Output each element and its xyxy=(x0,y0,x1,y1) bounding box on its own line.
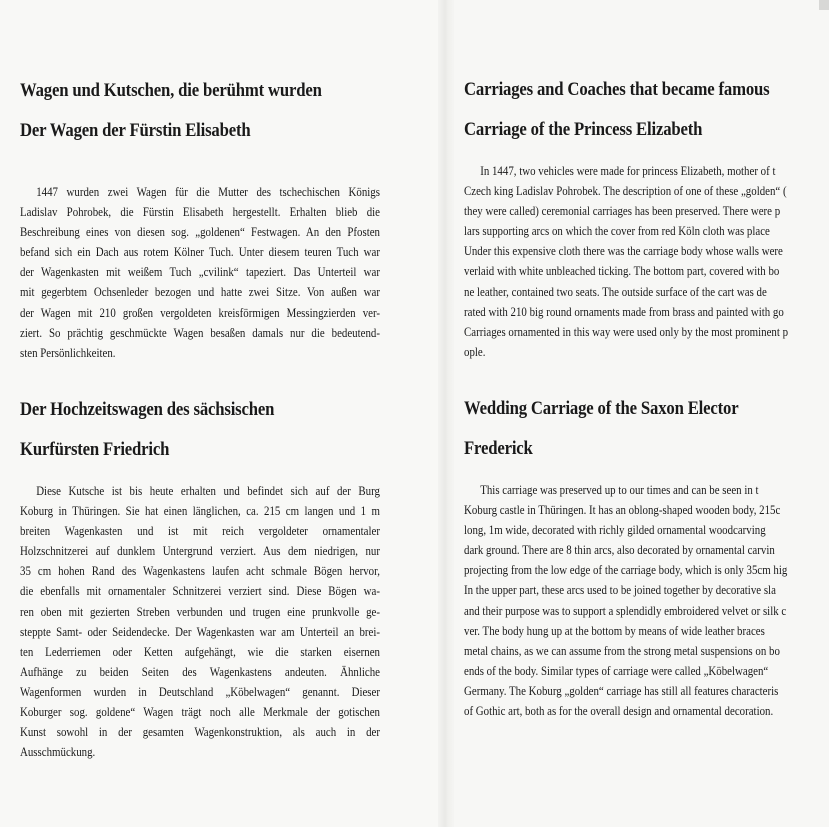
paragraph-line: 35 cm hohen Rand des Wagenkastens laufen acht schmale Bögen hervor, xyxy=(20,564,380,579)
paragraph-line: and their purpose was to support a splendidly embroidered velvet or silk c xyxy=(464,603,787,618)
english-paragraph-wedding-carriage xyxy=(464,480,829,721)
german-princess-elisabeth-heading: Der Wagen der Fürstin Elisabeth xyxy=(20,120,251,141)
paragraph-line: ren oben mit gezierten Streben verbunden und trugen eine prunkvolle ge- xyxy=(20,604,380,619)
german-wedding-carriage-heading-line1: Der Hochzeitswagen des sächsischen xyxy=(20,399,275,420)
paragraph-line: long, 1m wide, decorated with richly gilded ornamental woodcarving xyxy=(464,523,766,538)
paragraph-line: der Wagenkasten mit weißem Tuch „cvilink“ tapeziert. Das Unterteil war xyxy=(20,265,380,280)
paragraph-line: Koburg castle in Thüringen. It has an oblong-shaped wooden body, 215c xyxy=(464,503,781,518)
paragraph-line: Carriages ornamented in this way were used only by the most prominent p xyxy=(464,324,789,339)
paragraph-line: Koburg in Thüringen. Sie hat einen länglichen, ca. 215 cm langen und 1 m xyxy=(20,504,380,519)
paragraph-line: they were called) ceremonial carriages has been preserved. There were p xyxy=(464,204,781,219)
page-corner xyxy=(819,0,829,10)
paragraph-line: Czech king Ladislav Pohrobek. The description of one of these „golden“ ( xyxy=(464,184,787,199)
german-paragraph-elisabeth xyxy=(20,182,380,363)
paragraph-line: metal chains, as we can assume from the strong metal suspensions on bo xyxy=(464,643,780,658)
paragraph-line: befand sich ein Dach aus rotem Kölner Tuch. Unter diesem teuren Tuch war xyxy=(20,245,380,260)
paragraph-line: of Gothic art, both as for the overall design and ornamental decoration. xyxy=(464,704,774,719)
english-wedding-carriage-heading-line1: Wedding Carriage of the Saxon Elector xyxy=(464,398,739,419)
book-gutter xyxy=(438,0,454,827)
paragraph-line: die ebenfalls mit ornamentaler Schnitzerei verziert sind. Diese Bögen wa- xyxy=(20,584,380,599)
paragraph-line: ople. xyxy=(464,344,486,359)
paragraph-line: Diese Kutsche ist bis heute erhalten und befindet sich auf der Burg xyxy=(36,484,380,498)
german-section-title: Wagen und Kutschen, die berühmt wurden xyxy=(20,80,322,101)
paragraph-line: Holzschnitzerei auf dunklem Untergrund verziert. Aus dem niedrigen, nur xyxy=(20,544,380,559)
english-page xyxy=(454,0,829,827)
paragraph-line: Koburger sog. goldene“ Wagen trägt noch alle Merkmale der gotischen xyxy=(20,705,380,720)
paragraph-line: ver. The body hung up at the bottom by means of wide leather braces xyxy=(464,623,765,638)
paragraph-line: Kunst sowohl in der gesamten Wagenkonstruktion, als auch in der xyxy=(20,725,380,740)
english-paragraph-elizabeth xyxy=(464,161,829,362)
paragraph-line: Under this expensive cloth there was the carriage body whose walls were xyxy=(464,244,783,259)
paragraph-line: ziert. So prächtig geschmückte Wagen besaßen damals nur die bedeutend- xyxy=(20,325,380,340)
english-section-title: Carriages and Coaches that became famous xyxy=(464,79,770,100)
paragraph-line: 1447 wurden zwei Wagen für die Mutter des tschechischen Königs xyxy=(36,185,380,199)
paragraph-line: mit gegerbtem Ochsenleder bezogen und hatte zwei Sitze. Von außen war xyxy=(20,285,380,300)
paragraph-line: sten Persönlichkeiten. xyxy=(20,345,116,360)
paragraph-line: ends of the body. Similar types of carriage were called „Köbelwagen“ xyxy=(464,663,769,678)
paragraph-line: ne leather, contained two seats. The outside surface of the cart was de xyxy=(464,284,767,299)
paragraph-line: dark ground. There are 8 thin arcs, also decorated by ornamental carvin xyxy=(464,543,775,558)
paragraph-line: Aufhänge zu beiden Seiten des Wagenkastens andeuten. Ähnliche xyxy=(20,664,380,679)
paragraph-line: verlaid with white unbleached ticking. The bottom part, covered with bo xyxy=(464,264,780,279)
german-paragraph-wedding-carriage xyxy=(20,481,380,762)
paragraph-line: projecting from the low edge of the carriage body, which is only 35cm hig xyxy=(464,563,788,578)
english-princess-elizabeth-heading: Carriage of the Princess Elizabeth xyxy=(464,119,703,140)
german-wedding-carriage-heading-line2: Kurfürsten Friedrich xyxy=(20,439,170,460)
english-wedding-carriage-heading-line2: Frederick xyxy=(464,438,533,459)
paragraph-line: steppte Samt- oder Seidendecke. Der Wagenkasten war am Unterteil an brei- xyxy=(20,624,380,639)
paragraph-line: breiten Wagenkasten und ist mit reich vergoldeter ornamentaler xyxy=(20,524,380,539)
paragraph-line: Ladislav Pohrobek, die Fürstin Elisabeth hergestellt. Erhalten blieb die xyxy=(20,205,380,220)
paragraph-line: Ausschmückung. xyxy=(20,745,96,760)
paragraph-line: der Wagen mit 210 großen vergoldeten kreisförmigen Messingzierden ver- xyxy=(20,305,380,320)
paragraph-line: This carriage was preserved up to our times and can be seen in t xyxy=(480,483,759,497)
paragraph-line: Beschreibung eines von diesen sog. „goldenen“ Festwagen. An den Pfosten xyxy=(20,225,380,240)
paragraph-line: ten Lederriemen oder Ketten aufgehängt, wie die starken eisernen xyxy=(20,644,380,659)
paragraph-line: rated with 210 big round ornaments made from brass and painted with go xyxy=(464,304,784,319)
paragraph-line: lars supporting arcs on which the cover from red Köln cloth was place xyxy=(464,224,770,239)
paragraph-line: Wagenformen wurden in Deutschland „Köbelwagen“ genannt. Dieser xyxy=(20,684,380,699)
paragraph-line: In 1447, two vehicles were made for princess Elizabeth, mother of t xyxy=(480,164,776,178)
paragraph-line: Germany. The Koburg „golden“ carriage has still all features characteris xyxy=(464,683,779,698)
paragraph-line: In the upper part, these arcs used to be joined together by decorative sla xyxy=(464,583,776,598)
